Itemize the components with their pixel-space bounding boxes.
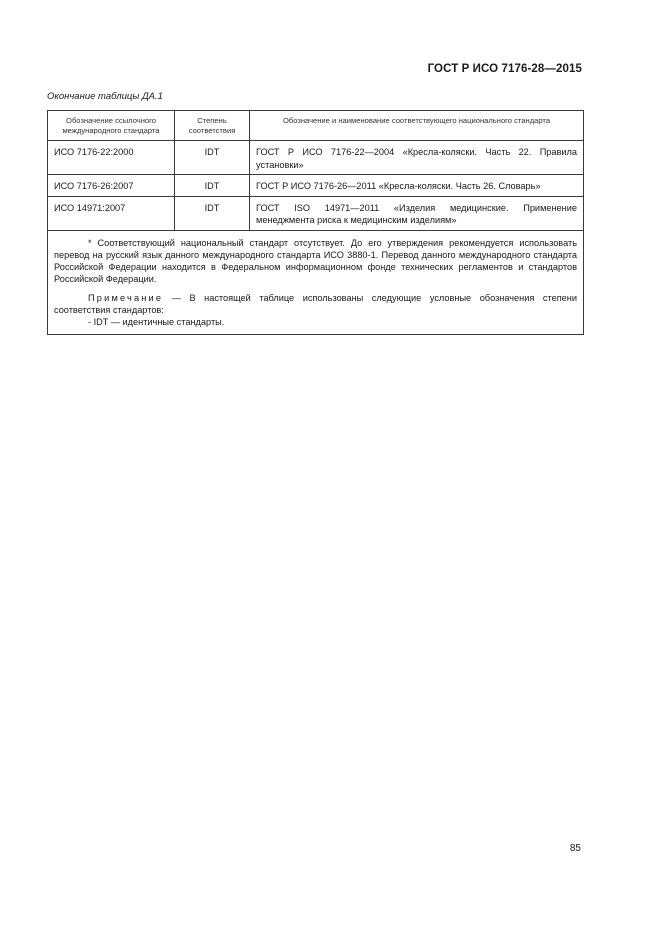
table-caption: Окончание таблицы ДА.1 [47, 91, 163, 102]
cell-national-standard: ГОСТ Р ИСО 7176-26—2011 «Кресла-коляски. Часть 26. Словарь» [250, 175, 584, 197]
cell-national-standard: ГОСТ ISO 14971—2011 «Изделия медицинские. Применение менеджмента риска к медицинским изделиям» [250, 196, 584, 230]
note-text: — В настоящей таблице использованы следующие условные обозначения степени соответствия стандартов: [54, 292, 577, 315]
column-header-degree-of-conformity: Степень соответствия [175, 111, 250, 141]
cell-reference-standard: ИСО 7176-26:2007 [48, 175, 175, 197]
table-notes-cell [48, 230, 584, 334]
cell-national-standard: ГОСТ Р ИСО 7176-22—2004 «Кресла-коляски. Часть 22. Правила установки» [250, 141, 584, 175]
cell-degree-of-conformity: IDT [175, 175, 250, 197]
reference-standards-table [47, 110, 584, 335]
table-row [48, 196, 584, 230]
page-number: 85 [569, 843, 581, 854]
table-notes-row [48, 230, 584, 334]
note-list-item: - IDT — идентичные стандарты. [88, 316, 225, 327]
table-footnote: * Соответствующий национальный стандарт отсутствует. До его утверждения рекомендуется использовать перевод на русский язык данного международного стандарта ИСО 3880-1. Перевод данного международного стандарта Российской Федерации находится в Федеральном информационном фонде технических регламентов и стандартов Российской Федерации. [54, 237, 577, 284]
column-header-national-standard: Обозначение и наименование соответствующего национального стандарта [250, 111, 584, 141]
cell-reference-standard: ИСО 14971:2007 [48, 196, 175, 230]
note-label: Примечание [88, 292, 164, 303]
cell-degree-of-conformity: IDT [175, 141, 250, 175]
cell-reference-standard: ИСО 7176-22:2000 [48, 141, 175, 175]
table-note [54, 292, 577, 316]
table-row [48, 141, 584, 175]
table-header-row [48, 111, 584, 141]
document-code-header: ГОСТ Р ИСО 7176-28—2015 [427, 63, 582, 75]
cell-degree-of-conformity: IDT [175, 196, 250, 230]
table-row [48, 175, 584, 197]
column-header-reference-standard: Обозначение ссылочного международного стандарта [48, 111, 175, 141]
